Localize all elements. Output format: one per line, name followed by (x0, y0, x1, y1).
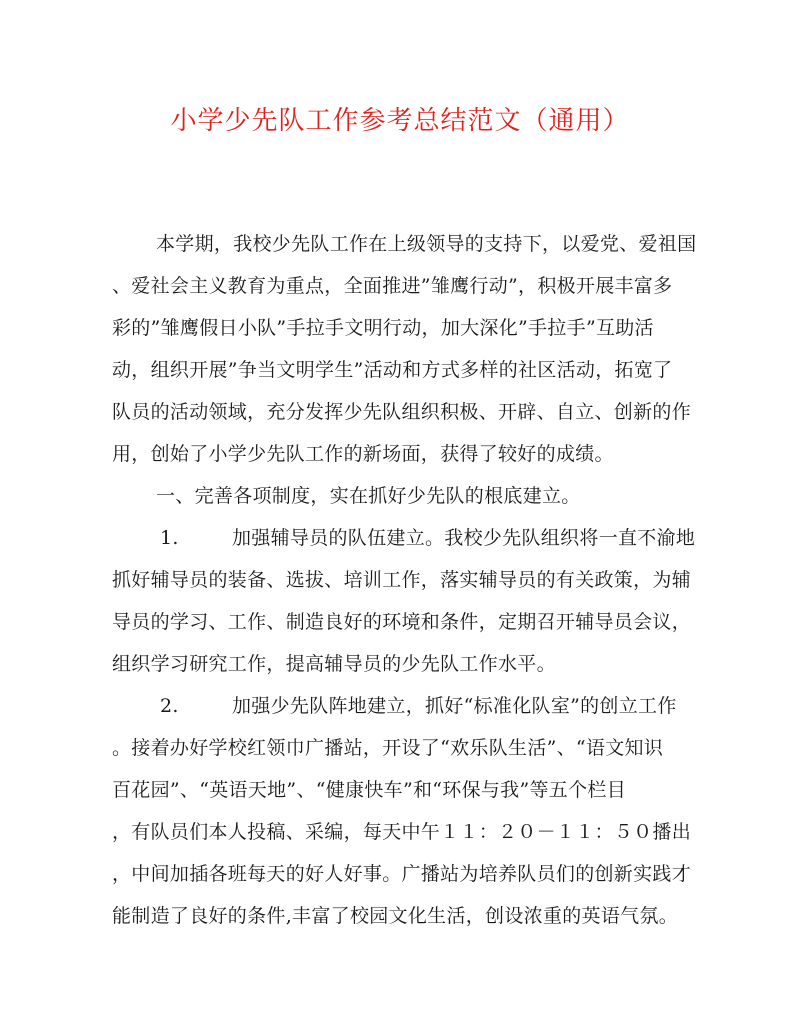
item-1-first-line (112, 517, 696, 559)
intro-line: 队员的活动领域，充分发挥少先队组织积极、开辟、自立、创新的作 (112, 401, 692, 423)
item-1-line: 导员的学习、工作、制造良好的环境和条件，定期召开辅导员会议， (112, 611, 692, 633)
intro-line: 动，组织开展”争当文明学生”活动和方式多样的社区活动，拓宽了 (112, 359, 673, 381)
intro-line: 彩的”雏鹰假日小队”手拉手文明行动，加大深化”手拉手”互助活 (112, 317, 654, 339)
intro-line: 本学期，我校少先队工作在上级领导的支持下，以爱党、爱祖国 (156, 233, 697, 255)
item-2-line: ，中间加插各班每天的好人好事。广播站为培养队员们的创新实践才 (112, 863, 692, 885)
item-2-line: 百花园”、“英语天地”、“健康快车”和“环保与我”等五个栏目 (112, 779, 626, 801)
item-2-line: ，有队员们本人投稿、采编，每天中午１１：２０－１１：５０播出 (112, 821, 692, 843)
intro-line: 、爱社会主义教育为重点，全面推进”雏鹰行动”，积极开展丰富多 (112, 275, 673, 297)
item-1-number: 1. (160, 527, 179, 549)
item-2-line: 能制造了良好的条件,丰富了校园文化生活，创设浓重的英语气氛。 (112, 905, 679, 927)
item-2-line: 。接着办好学校红领巾广播站，开设了“欢乐队生活”、“语文知识 (112, 737, 664, 759)
document-title: 小学少先队工作参考总结范文（通用） (170, 106, 630, 136)
item-2-first-text: 加强少先队阵地建立，抓好“标准化队室”的创立工作 (232, 695, 677, 717)
section-heading: 一、完善各项制度，实在抓好少先队的根底建立。 (156, 485, 581, 507)
intro-line: 用，创始了小学少先队工作的新场面，获得了较好的成绩。 (112, 443, 614, 465)
item-1-first-text: 加强辅导员的队伍建立。我校少先队组织将一直不渝地 (232, 527, 696, 549)
item-1-line: 组织学习研究工作，提高辅导员的少先队工作水平。 (112, 653, 556, 675)
item-2-first-line (112, 685, 692, 727)
document-body (112, 223, 697, 937)
item-1-line: 抓好辅导员的装备、选拔、培训工作，落实辅导员的有关政策，为辅 (112, 569, 692, 591)
item-2-number: 2. (160, 695, 179, 717)
